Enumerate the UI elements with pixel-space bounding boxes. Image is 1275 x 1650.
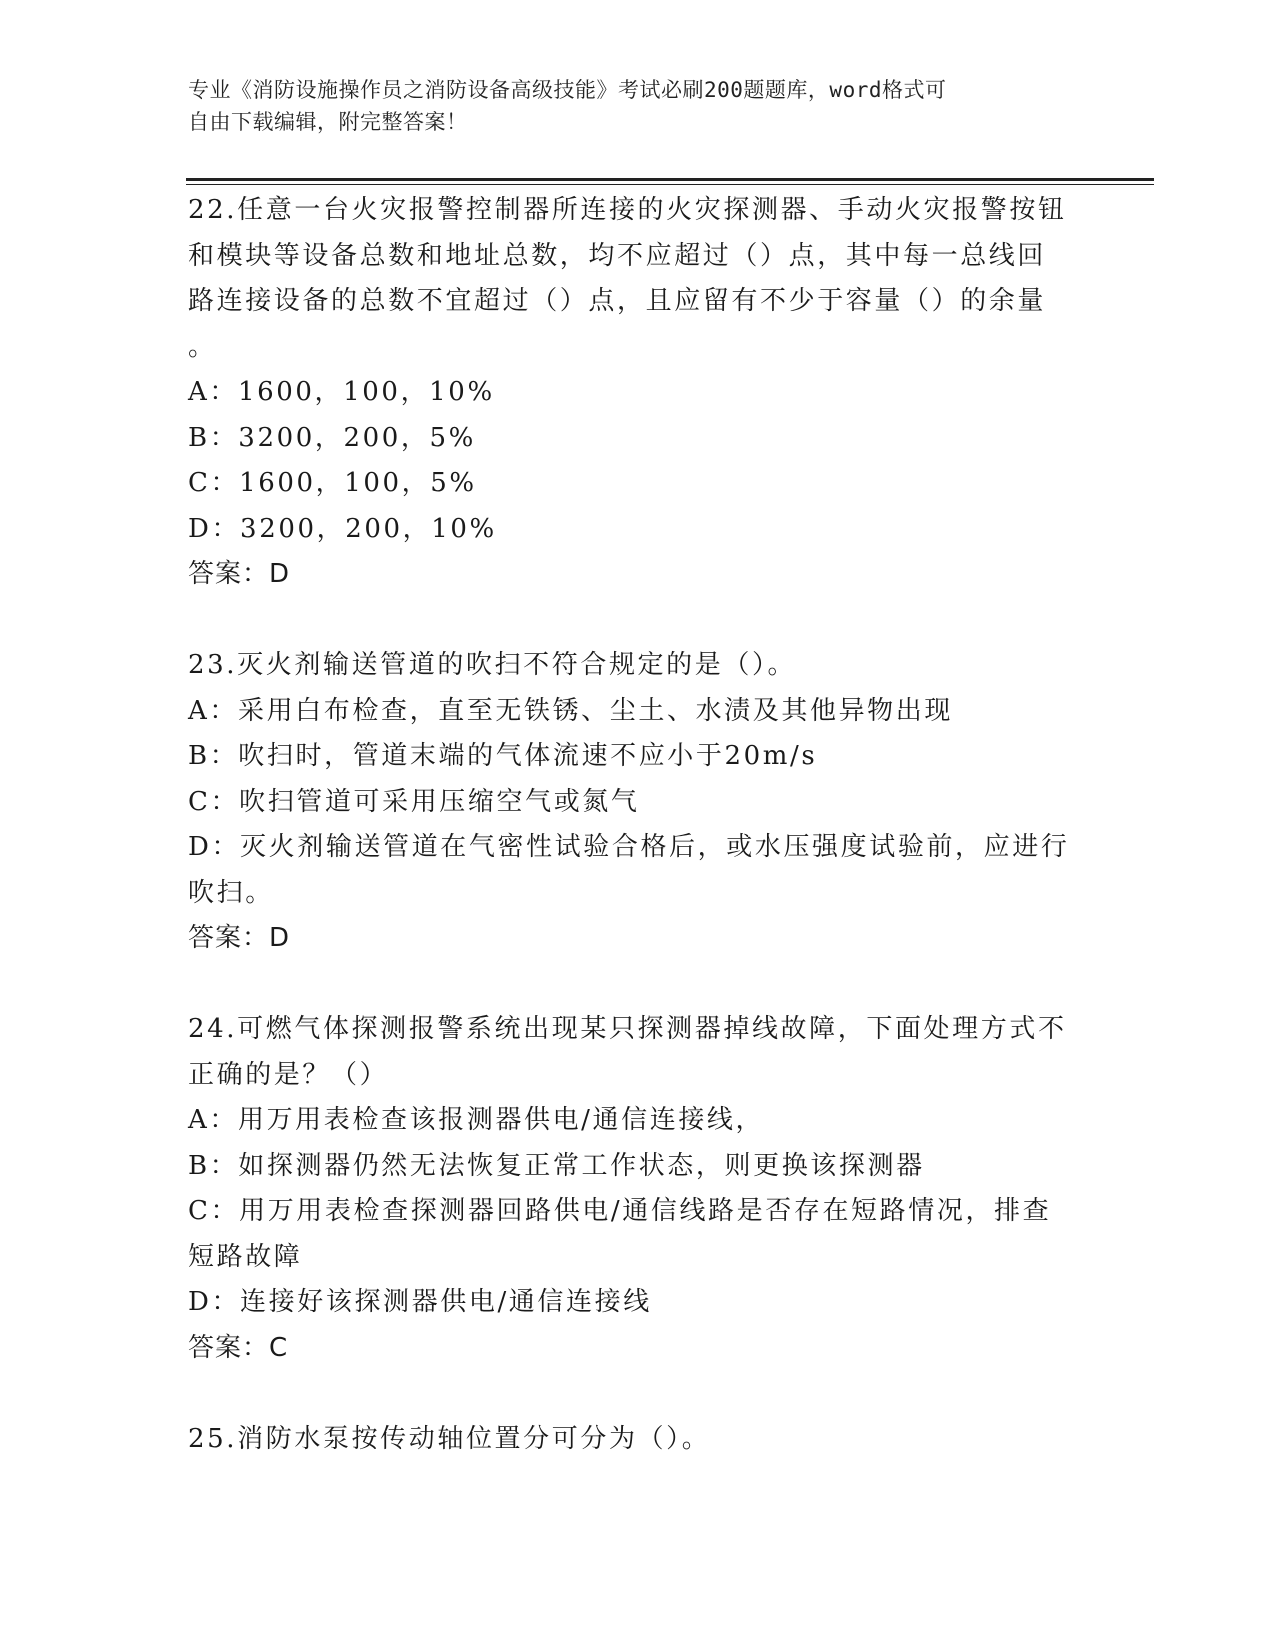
option-a: A：采用白布检查，直至无铁锈、尘土、水渍及其他异物出现	[188, 695, 953, 726]
page-header	[188, 74, 1068, 138]
header-line-1: 专业《消防设施操作员之消防设备高级技能》考试必刷200题题库，word格式可	[188, 78, 947, 102]
question-25	[188, 1417, 1088, 1463]
answer-label: 答案：C	[188, 1332, 289, 1363]
option-a: A：用万用表检查该报测器供电/通信连接线，	[188, 1105, 765, 1135]
option-c: C：1600，100，5%	[188, 468, 477, 498]
option-b: B：如探测器仍然无法恢复正常工作状态，则更换该探测器	[188, 1150, 925, 1181]
answer-label: 答案：D	[188, 559, 291, 589]
question-stem-line: 22.任意一台火灾报警控制器所连接的火灾探测器、手动火灾报警按钮	[188, 195, 1067, 225]
question-23	[188, 643, 1088, 962]
question-spacer	[188, 1371, 1088, 1417]
option-c: C：吹扫管道可采用压缩空气或氮气	[188, 786, 640, 817]
question-24	[188, 1007, 1088, 1371]
option-d: D：连接好该探测器供电/通信连接线	[188, 1287, 652, 1317]
question-stem-line: 路连接设备的总数不宜超过（）点，且应留有不少于容量（）的余量	[188, 286, 1047, 316]
option-c: C：用万用表检查探测器回路供电/通信线路是否存在短路情况，排查	[188, 1196, 1052, 1226]
question-spacer	[188, 962, 1088, 1008]
question-stem-line: 正确的是？（）	[188, 1059, 389, 1090]
question-stem-line: 24.可燃气体探测报警系统出现某只探测器掉线故障，下面处理方式不	[188, 1014, 1067, 1044]
question-spacer	[188, 598, 1088, 644]
option-b: B：3200，200，5%	[188, 422, 476, 453]
question-list	[188, 188, 1088, 1462]
question-stem-line: 23.灭火剂输送管道的吹扫不符合规定的是（）。	[188, 650, 797, 680]
question-stem-line: 25.消防水泵按传动轴位置分可分为（）。	[188, 1423, 711, 1454]
option-d-continued: 吹扫。	[188, 877, 274, 908]
question-stem-line: 和模块等设备总数和地址总数，均不应超过（）点，其中每一总线回	[188, 240, 1047, 271]
option-c-continued: 短路故障	[188, 1241, 303, 1272]
header-divider-thin	[186, 184, 1154, 185]
option-d: D：灭火剂输送管道在气密性试验合格后，或水压强度试验前，应进行	[188, 832, 1070, 862]
option-b: B：吹扫时，管道末端的气体流速不应小于20m/s	[188, 741, 818, 771]
header-line-2: 自由下载编辑，附完整答案！	[188, 110, 468, 134]
header-divider-thick	[186, 178, 1154, 181]
answer-label: 答案：D	[188, 923, 291, 953]
option-d: D：3200，200，10%	[188, 513, 497, 544]
question-22	[188, 188, 1088, 598]
question-stem-line: 。	[188, 331, 217, 362]
option-a: A：1600，100，10%	[188, 377, 495, 407]
